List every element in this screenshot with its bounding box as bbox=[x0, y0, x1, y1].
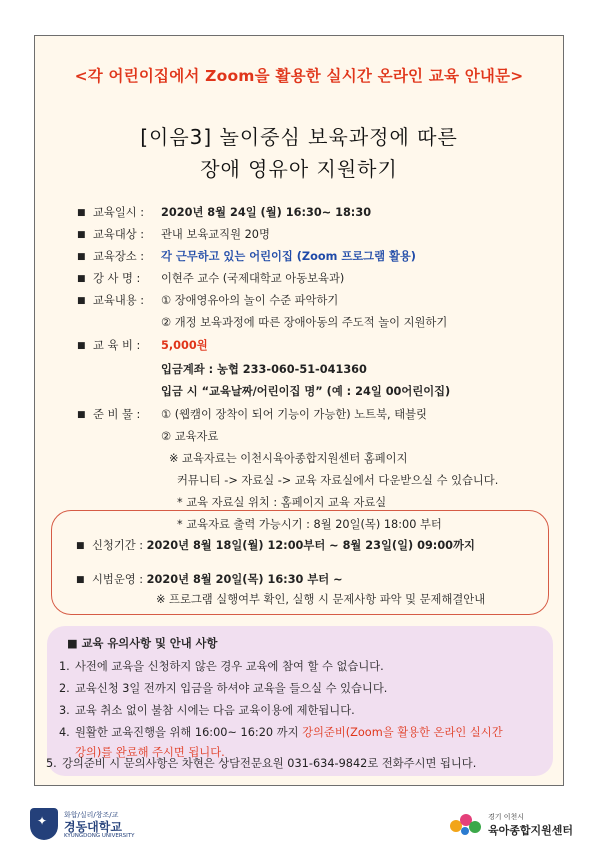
content-item-2: ② 개정 보육과정에 따른 장애아동의 주도적 놀이 지원하기 bbox=[161, 316, 448, 329]
prep-item-2: ② 교육자료 bbox=[161, 430, 219, 443]
application-box bbox=[51, 510, 549, 615]
info-row-content bbox=[77, 292, 338, 308]
note-text: 교육신청 3일 전까지 입금을 하셔야 교육을 들으실 수 있습니다. bbox=[75, 682, 388, 695]
notice-title-line1: [이음3] 놀이중심 보육과정에 따른 bbox=[140, 125, 458, 149]
notice-subtitle: <각 어린이집에서 Zoom을 활용한 실시간 온라인 교육 안내문> bbox=[74, 67, 524, 85]
bullet-icon: ■ bbox=[77, 274, 86, 284]
apply-period-row bbox=[76, 537, 475, 553]
logo-english-name: KYUNGDONG UNIVERSITY bbox=[64, 833, 135, 839]
pilot-label: 시범운영 : bbox=[92, 573, 144, 586]
lecturer-value: 이현주 교수 (국제대학교 아동보육과) bbox=[161, 272, 345, 285]
pilot-value: 2020년 8월 20일(목) 16:30 부터 ~ bbox=[146, 573, 343, 586]
target-label: 교육대상 : bbox=[93, 228, 145, 241]
info-row-place bbox=[77, 248, 416, 264]
note-item-1 bbox=[59, 658, 384, 674]
place-value: 각 근무하고 있는 어린이집 (Zoom 프로그램 활용) bbox=[161, 250, 416, 263]
logo-center-name: 육아종합지원센터 bbox=[488, 824, 574, 837]
material-location: * 교육 자료실 위치 : 홈페이지 교육 자료실 bbox=[177, 496, 387, 509]
date-value: 2020년 8월 24일 (월) 16:30~ 18:30 bbox=[161, 206, 372, 219]
note-item-2 bbox=[59, 680, 387, 696]
bullet-icon: ■ bbox=[77, 296, 86, 306]
date-label: 교육일시 : bbox=[93, 206, 145, 219]
center-swirl-icon bbox=[448, 808, 482, 838]
apply-period-value: 2020년 8월 18일(월) 12:00부터 ~ 8월 23일(일) 09:00까지 bbox=[146, 539, 475, 552]
notes-heading: ■ 교육 유의사항 및 안내 사항 bbox=[67, 637, 218, 650]
apply-period-label: 신청기간 : bbox=[92, 539, 144, 552]
place-label: 교육장소 : bbox=[93, 250, 145, 263]
note-item-4 bbox=[59, 724, 503, 740]
note-text: 사전에 교육을 신청하지 않은 경우 교육에 참여 할 수 없습니다. bbox=[75, 660, 384, 673]
note-highlight-cont: 강의)를 완료해 주시면 됩니다. bbox=[75, 746, 225, 759]
target-value: 관내 보육교직원 20명 bbox=[161, 228, 270, 241]
bullet-icon: ■ bbox=[76, 575, 85, 585]
bullet-icon: ■ bbox=[77, 208, 86, 218]
prep-item-1: ① (웹캠이 장착이 되어 기능이 가능한) 노트북, 태블릿 bbox=[161, 408, 427, 421]
info-row-lecturer bbox=[77, 270, 344, 286]
note-item-5 bbox=[46, 755, 476, 771]
pilot-row bbox=[76, 571, 343, 587]
notes-box bbox=[47, 626, 553, 776]
info-row-target bbox=[77, 226, 270, 242]
university-seal-icon: ✦ bbox=[30, 808, 58, 840]
material-print-time: * 교육자료 출력 가능시기 : 8월 20일(목) 18:00 부터 bbox=[177, 518, 442, 531]
material-note-2: 커뮤니티 -> 자료실 -> 교육 자료실에서 다운받으실 수 있습니다. bbox=[177, 474, 499, 487]
note-text: 교육 취소 없이 불참 시에는 다음 교육이용에 제한됩니다. bbox=[75, 704, 355, 717]
note-text: 원활한 교육진행을 위해 16:00~ 16:20 까지 bbox=[75, 726, 303, 739]
icheon-childcare-center-logo bbox=[448, 806, 578, 844]
prep-label: 준 비 물 : bbox=[93, 408, 141, 421]
fee-label: 교 육 비 : bbox=[93, 339, 141, 352]
logo-motto: 화합/실리/창조/교 bbox=[64, 811, 119, 819]
logo-name: 경동대학교 bbox=[64, 820, 122, 834]
info-row-date bbox=[77, 204, 371, 220]
note-text: 강의준비 시 문의사항은 차현은 상담전문요원 031-634-9842로 전화주시면 됩니다. bbox=[62, 757, 477, 770]
notice-page bbox=[34, 35, 564, 786]
content-label: 교육내용 : bbox=[93, 294, 145, 307]
bullet-icon: ■ bbox=[76, 541, 85, 551]
note-number: 4. bbox=[59, 726, 70, 739]
info-row-prep bbox=[77, 406, 427, 422]
notice-title-line2: 장애 영유아 지원하기 bbox=[200, 157, 398, 181]
bullet-icon: ■ bbox=[77, 230, 86, 240]
logo-city: 경기 이천시 bbox=[488, 813, 525, 821]
deposit-note: 입금 시 “교육날짜/어린이집 명” (예 : 24일 00어린이집) bbox=[161, 385, 451, 398]
note-number: 2. bbox=[59, 682, 70, 695]
kyungdong-university-logo bbox=[30, 806, 170, 844]
note-number: 1. bbox=[59, 660, 70, 673]
pilot-note: ※ 프로그램 실행여부 확인, 실행 시 문제사항 파악 및 문제해결안내 bbox=[156, 593, 486, 606]
bullet-icon: ■ bbox=[77, 341, 86, 351]
material-note-1: ※ 교육자료는 이천시육아종합지원센터 홈페이지 bbox=[169, 452, 408, 465]
fee-value: 5,000원 bbox=[161, 339, 208, 352]
account-info: 입금계좌 : 농협 233-060-51-041360 bbox=[161, 363, 367, 376]
note-item-3 bbox=[59, 702, 355, 718]
bullet-icon: ■ bbox=[77, 252, 86, 262]
content-item-1: ① 장애영유아의 놀이 수준 파악하기 bbox=[161, 294, 339, 307]
note-number: 5. bbox=[46, 757, 57, 770]
note-number: 3. bbox=[59, 704, 70, 717]
info-row-fee bbox=[77, 337, 208, 353]
note-highlight: 강의준비(Zoom을 활용한 온라인 실시간 bbox=[302, 726, 503, 739]
lecturer-label: 강 사 명 : bbox=[93, 272, 141, 285]
bullet-icon: ■ bbox=[77, 410, 86, 420]
